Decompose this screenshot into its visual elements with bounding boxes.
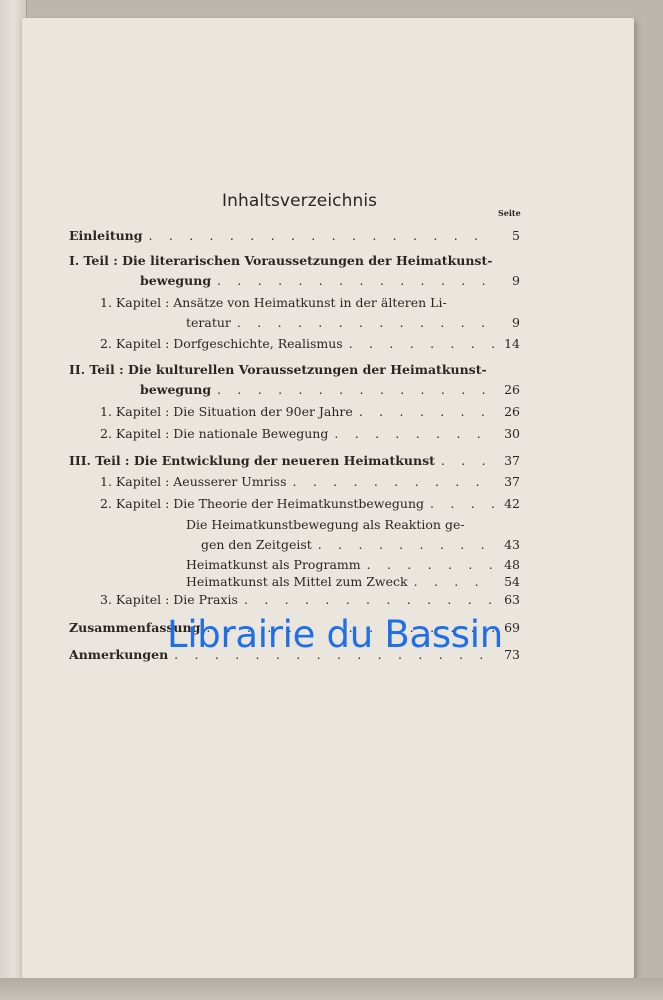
leader-dots: [408, 574, 495, 589]
toc-entry: [69, 228, 494, 246]
leader-dots: [343, 336, 495, 351]
toc-entry-page: 42: [504, 496, 520, 511]
toc-entry-label: 2. Kapitel : Dorfgeschichte, Realismus: [100, 336, 343, 351]
leader-dots: [143, 228, 494, 243]
watermark-text: Librairie du Bassin: [167, 613, 503, 656]
toc-entry: [100, 474, 495, 492]
toc-entry-label: Heimatkunst als Programm: [186, 557, 361, 572]
page-title: Inhaltsverzeichnis: [222, 191, 378, 211]
toc-entry-page: 37: [504, 474, 520, 489]
leader-dots: [328, 426, 495, 441]
toc-entry: [100, 496, 495, 514]
leader-dots: [435, 453, 495, 468]
toc-entry-label: Zusammenfassung: [69, 620, 201, 635]
toc-entry: [186, 315, 495, 333]
toc-entry-page: 30: [504, 426, 520, 441]
toc-entry-label: Einleitung: [69, 228, 143, 243]
toc-entry-page: 26: [504, 382, 520, 397]
toc-entry-label: I. Teil : Die literarischen Voraussetzungen der Heimatkunst-: [69, 253, 493, 268]
toc-entry-page: 5: [512, 228, 520, 243]
toc-entry-page: 48: [504, 557, 520, 572]
leader-dots: [211, 382, 495, 397]
toc-entry-page: 54: [504, 574, 520, 589]
toc-entry: [100, 295, 530, 313]
toc-entry-page: 63: [504, 592, 520, 607]
toc-entry-page: 9: [512, 315, 520, 330]
table-surface: [0, 978, 663, 1000]
toc-entry: [186, 574, 495, 592]
toc-entry-label: II. Teil : Die kulturellen Voraussetzungen der Heimatkunst-: [69, 362, 487, 377]
toc-entry-page: 26: [504, 404, 520, 419]
toc-entry: [100, 404, 495, 422]
toc-entry-page: 69: [504, 620, 520, 635]
leader-dots: [286, 474, 495, 489]
toc-entry: [186, 517, 526, 535]
toc-entry: [140, 273, 495, 291]
toc-entry: [69, 362, 529, 380]
toc-entry-label: Anmerkungen: [69, 647, 169, 662]
leader-dots: [353, 404, 495, 419]
toc-entry-label: 2. Kapitel : Die nationale Bewegung: [100, 426, 329, 441]
toc-entry: [69, 253, 529, 271]
toc-entry-label: teratur: [186, 315, 231, 330]
toc-entry: [100, 336, 495, 354]
leader-dots: [424, 496, 495, 511]
toc-entry-label: 1. Kapitel : Ansätze von Heimatkunst in der älteren Li-: [100, 295, 447, 310]
toc-entry: [186, 557, 495, 575]
toc-entry-label: Heimatkunst als Mittel zum Zweck: [186, 574, 408, 589]
toc-entry-page: 9: [512, 273, 520, 288]
toc-entry-page: 37: [504, 453, 520, 468]
toc-entry: [201, 537, 495, 555]
toc-entry-label: 2. Kapitel : Die Theorie der Heimatkunstbewegung: [100, 496, 424, 511]
leader-dots: [231, 315, 495, 330]
leader-dots: [312, 537, 495, 552]
page-column-label: Seite: [498, 208, 521, 218]
toc-entry: [69, 453, 495, 471]
toc-entry-label: III. Teil : Die Entwicklung der neueren Heimatkunst: [69, 453, 435, 468]
toc-entry-label: Die Heimatkunstbewegung als Reaktion ge-: [186, 517, 465, 532]
toc-entry-page: 14: [504, 336, 520, 351]
toc-entry-label: bewegung: [140, 382, 212, 397]
toc-entry-label: bewegung: [140, 273, 212, 288]
leader-dots: [361, 557, 495, 572]
leader-dots: [211, 273, 495, 288]
leader-dots: [238, 592, 495, 607]
toc-entry: [140, 382, 495, 400]
toc-entry: [100, 592, 495, 610]
toc-entry-label: 3. Kapitel : Die Praxis: [100, 592, 238, 607]
toc-entry-page: 73: [504, 647, 520, 662]
toc-entry-label: 1. Kapitel : Die Situation der 90er Jahre: [100, 404, 353, 419]
toc-entry-label: gen den Zeitgeist: [201, 537, 312, 552]
toc-entry: [100, 426, 495, 444]
toc-entry-page: 43: [504, 537, 520, 552]
toc-entry-label: 1. Kapitel : Aeusserer Umriss: [100, 474, 287, 489]
